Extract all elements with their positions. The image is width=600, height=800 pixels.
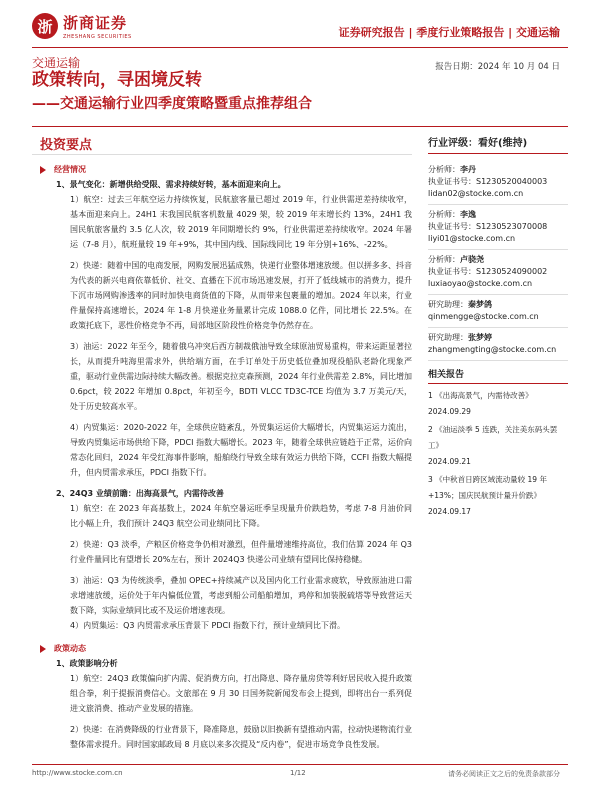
- section-heading: [40, 641, 412, 656]
- company-logo: [32, 12, 132, 40]
- paragraph: 2）快递：在消费降级的行业背景下，降准降息，鼓励以旧换新有望推动内需，拉动快递物流行业整体需求提升。同时国家邮政局 8 月底以来多次提及“反内卷”，促进市场竞争良性发展。: [70, 725, 412, 749]
- subsection-heading: 2、24Q3 业绩前瞻：出海高景气，内需待改善: [56, 489, 224, 498]
- sidebar: [428, 134, 568, 522]
- related-report-item[interactable]: 1 《出海高景气，内需待改善》 2024.09.29: [428, 391, 533, 416]
- report-subtitle: ——交通运输行业四季度策略暨重点推荐组合: [32, 96, 312, 112]
- report-title: 政策转向，寻困境反转: [32, 70, 202, 90]
- section-heading: [40, 162, 412, 177]
- page-number: 1/12: [290, 769, 306, 777]
- industry-rating: 行业评级：看好(维持): [428, 134, 568, 154]
- subsection-heading: 1、政策影响分析: [56, 659, 118, 668]
- subsection-heading: 1、景气变化：新增供给受限、需求持续好转，基本面迎来向上。: [56, 180, 286, 189]
- section-heading-text: 经营情况: [54, 165, 86, 174]
- report-date: 报告日期：2024 年 10 月 04 日: [435, 62, 560, 72]
- paragraph: 2）快递：随着中国的电商发展，网购发展迅猛成熟，快递行业整体增速放缓。但以拼多多、抖音为代表的新兴电商依靠低价、社交、直播在下沉市场迅速发展，打开了低线城市的消费力，提升下沉市场网购渗透率的同时加快电商货值的下降，从而带来包裹量的增加。2024 年以来，行业件量保持高速增长，2024 年 1-8 月快递业务量累计完成 1088.0 亿件，同比增长 22.5%。在政策托底下，恶性价格竞争不再，局部地区阶段性价格竞争仍然存在。: [70, 261, 412, 330]
- analyst-email[interactable]: luxiaoyao@stocke.com.cn: [428, 279, 533, 288]
- title-banner: [32, 68, 562, 126]
- related-reports-list: [428, 388, 568, 520]
- analyst-card: 分析师：卢骁尧 执业证书号：S1230524090002 luxiaoyao@stocke.com.cn: [428, 250, 568, 295]
- assistant-name: 秦梦鸽: [468, 300, 492, 309]
- section-heading-text: 政策动态: [54, 644, 86, 653]
- paragraph: 4）内贸集运：Q3 内贸需求承压背景下 PDCI 指数下行，预计业绩同比下滑。: [70, 621, 346, 630]
- triangle-bullet-icon: [40, 166, 46, 174]
- analyst-card: 分析师：李逸 执业证书号：S1230523070008 liyi01@stocke.com.cn: [428, 205, 568, 250]
- paragraph: 3）油运：2022 年至今，随着俄乌冲突后西方制裁俄油导致全球原油贸易重构，带来运距显著拉长，从而提升吨海里需求外，供给端方面，在手订单处于历史低位叠加现役船队老龄化现象严重，驱动行业供需边际持续大幅改善。根据克拉克森预测，2024 年行业供需差 2.8%，同比增加 0.6pct，较 2022 年增加 0.8pct，年初至今，BDTI VLCC TD3C-TCE 均值为 3.7 万美元/天，处于历史较高水平。: [70, 342, 412, 411]
- analyst-name: 李丹: [460, 165, 476, 174]
- assistant-card: 研究助理：秦梦鸽 qinmengge@stocke.com.cn: [428, 295, 568, 328]
- footer-disclaimer: 请务必阅读正文之后的免责条款部分: [448, 770, 560, 778]
- analyst-cert: 执业证书号：S1230524090002: [428, 267, 548, 276]
- paragraph: 2）快递：Q3 淡季，产粮区价格竞争仍相对激烈，但件量增速维持高位，我们估算 2024 年 Q3 行业件量同比有望增长 20%左右，预计 2024Q3 快递公司业绩有望同比保持稳健。: [70, 540, 412, 564]
- paragraph: 4）内贸集运：2020-2022 年，全球供应链紊乱，外贸集运运价大幅增长，内贸集运运力流出，导致内贸集运市场供给下降，PDCI 指数大幅增长。2023 年，随着全球供应链趋于正常，运价向常态化回归，2024 年受红海事件影响，船舶绕行导致全球有效运力供给下降，CCFI 指数大幅提升，但内贸需求承压，PDCI 指数下行。: [70, 423, 412, 477]
- analyst-cert: 执业证书号：S1230520040003: [428, 177, 548, 186]
- logo-name-en: ZHESHANG SECURITIES: [63, 34, 132, 40]
- logo-name: 浙商证券: [63, 14, 128, 32]
- analyst-name: 卢骁尧: [460, 255, 484, 264]
- analyst-email[interactable]: lidan02@stocke.com.cn: [428, 189, 524, 198]
- analyst-email[interactable]: liyi01@stocke.com.cn: [428, 234, 516, 243]
- analyst-cert: 执业证书号：S1230523070008: [428, 222, 548, 231]
- investment-highlights-title: 投资要点: [40, 138, 93, 153]
- related-report-item[interactable]: 3 《中秋首日跨区域流动量较 19 年+13%；国庆民航预计量升价跌》 2024.09.17: [428, 475, 547, 516]
- analyst-card: 分析师：李丹 执业证书号：S1230520040003 lidan02@stocke.com.cn: [428, 160, 568, 205]
- triangle-bullet-icon: [40, 645, 46, 653]
- report-type-nav: 证券研究报告 | 季度行业策略报告 | 交通运输: [338, 26, 560, 39]
- assistant-email[interactable]: zhangmengting@stocke.com.cn: [428, 345, 557, 354]
- assistant-email[interactable]: qinmengge@stocke.com.cn: [428, 312, 539, 321]
- footer-url[interactable]: http://www.stocke.com.cn: [32, 769, 123, 777]
- paragraph: 3）油运：Q3 为传统淡季，叠加 OPEC+持续减产以及国内化工行业需求疲软，导致原油进口需求增速放缓，运价处于年内偏低位置，考虑到船公司船舶增加，鸡停和加装脱硫塔等导致营运天数下降，实际业绩同比或不及运价增速表现。: [70, 576, 412, 615]
- report-header: [0, 0, 600, 60]
- analyst-name: 李逸: [460, 210, 476, 219]
- paragraph: 1）航空：过去三年航空运力持续恢复，民航旅客量已超过 2019 年，行业供需逆差持续收窄，基本面迎来向上。24H1 末我国民航客机数量 4029 架，较 2019 年末增长约 13%，24H1 我国民航旅客量约 3.5 亿人次，较 2019 年同期增长约 9%，行业供需逆差持续收窄。2024 年暑运（7-8 月），航班量较 19 年+9%，其中国内线、国际线同比 19 年分别+16%、-22%。: [70, 195, 412, 249]
- related-report-item[interactable]: 2 《油运淡季 5 连跌，关注美东码头罢工》 2024.09.21: [428, 425, 558, 466]
- paragraph: 1）航空：24Q3 政策偏向扩内需、促消费方向，打出降息、降存量房贷等利好居民收入提升政策组合拳，利于提振消费信心。文旅部在 9 月 30 日国务院新闻发布会上提到，即将出台一系列促进文旅消费、推动产业发展的措施。: [70, 674, 412, 713]
- header-divider: [32, 47, 568, 48]
- assistant-name: 张梦婷: [468, 333, 492, 342]
- paragraph: 1）航空：在 2023 年高基数上，2024 年航空暑运旺季呈现量升价跌趋势，考虑 7-8 月油价同比小幅上升，我们预计 24Q3 航空公司业绩同比下降。: [70, 504, 412, 528]
- sector-label: 交通运输: [32, 56, 81, 70]
- logo-icon: 浙: [32, 13, 58, 39]
- footer-divider: [32, 764, 568, 765]
- main-content: [40, 154, 412, 752]
- banner-divider: [32, 126, 568, 127]
- assistant-card: 研究助理：张梦婷 zhangmengting@stocke.com.cn: [428, 328, 568, 361]
- related-reports-title: 相关报告: [428, 367, 568, 384]
